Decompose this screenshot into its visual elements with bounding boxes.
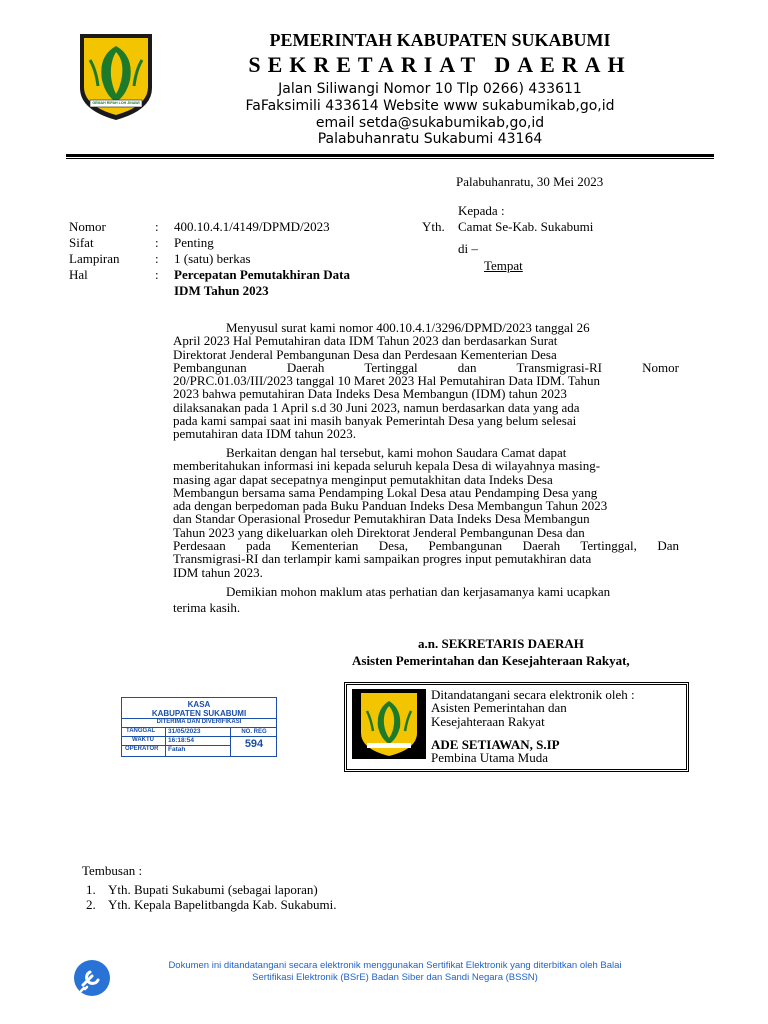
e-signature-logo	[352, 689, 426, 759]
bsre-certificate-icon	[72, 958, 112, 998]
fax-website-line: FaFaksimili 433614 Website www sukabumikab,go,id	[245, 98, 615, 114]
government-name: PEMERINTAH KABUPATEN SUKABUMI	[269, 30, 611, 50]
meta-label: Nomor	[69, 219, 106, 234]
signatory-position: Asisten Pemerintahan dan Kesejahteraan Rakyat,	[352, 653, 630, 668]
stamp-subtitle: KABUPATEN SUKABUMI	[151, 709, 247, 718]
office-name: SEKRETARIAT DAERAH	[248, 52, 632, 77]
meta-sep: :	[155, 267, 159, 282]
stamp-tanggal-label: TANGGAL	[126, 728, 156, 734]
meta-value-lampiran: 1 (satu) berkas	[174, 251, 251, 266]
meta-value-nomor: 400.10.4.1/4149/DPMD/2023	[174, 219, 330, 234]
meta-value-hal: Percepatan Pemutakhiran Data	[174, 267, 350, 282]
stamp-tanggal-value: 31/05/2023	[168, 728, 201, 735]
e-signature-name: ADE SETIAWAN, S.IP	[431, 737, 560, 752]
to-prefix: Yth.	[422, 219, 445, 234]
stamp-status: DITERIMA DAN DIVERIFIKASI	[156, 719, 242, 725]
e-signature-line2: Asisten Pemerintahan dan	[431, 700, 567, 715]
meta-sep: :	[155, 251, 159, 266]
stamp-waktu-label: WAKTU	[132, 737, 154, 743]
meta-label: Hal	[69, 267, 88, 282]
meta-label: Sifat	[69, 235, 94, 250]
stamp-operator-value: Fatah	[168, 746, 186, 753]
meta-value-hal-line2: IDM Tahun 2023	[174, 283, 269, 298]
logo-motto: GEMAH RIPAH LOH JINAWI	[92, 101, 140, 105]
stamp-operator-label: OPERATOR	[125, 746, 159, 752]
email-line: email setda@sukabumikab,go,id	[315, 115, 545, 131]
to-name: Camat Se-Kab. Sukabumi	[458, 219, 594, 234]
body-paragraph-1: Menyusul surat kami nomor 400.10.4.1/3296/DPMD/2023 tanggal 26 April 2023 Hal Pemutahiran data IDM Tahun 2023 dan berdasarkan Surat Direktorat Jenderal Pembangunan Desa dan Perdesaan Kementerian Desa Pembangunan Daerah Tertinggal dan Transmigrasi-RI Nomor 20/PRC.01.03/III/2023 tanggal 10 Maret 2023 Hal Pemutahiran Data IDM. Tahun 2023 bahwa pemutahiran Data Indeks Desa Membangun (IDM) tahun 2023 dilaksanakan pada 1 April s.d 30 Juni 2023, namun berdasarkan data yang ada pada kami sampai saat ini masih banyak Pemerintah Desa yang belum selesai pemutahiran data IDM tahun 2023.	[173, 320, 679, 442]
signatory-an: a.n. SEKRETARIS DAERAH	[418, 636, 584, 651]
header-rule-thick	[66, 154, 714, 157]
place-date: Palabuhanratu, 30 Mei 2023	[456, 174, 604, 189]
city-postal-line: Palabuhanratu Sukabumi 43164	[317, 131, 543, 147]
cc-heading: Tembusan :	[82, 863, 143, 878]
e-signature-rank: Pembina Utama Muda	[431, 750, 548, 765]
cc-item-text: Yth. Kepala Bapelitbangda Kab. Sukabumi.	[108, 897, 337, 912]
to-place: Tempat	[484, 258, 523, 273]
footer-disclaimer: Dokumen ini ditandatangani secara elektronik menggunakan Sertifikat Elektronik yang diterbitkan oleh Balai Sertifikasi Elektronik (BSrE) Badan Siber dan Sandi Negara (BSSN)	[168, 960, 622, 983]
address-line: Jalan Siliwangi Nomor 10 Tlp 0266) 433611	[278, 81, 582, 97]
cc-item-number: 1.	[86, 882, 96, 897]
stamp-title: KASA	[187, 700, 211, 709]
e-signature-line3: Kesejahteraan Rakyat	[431, 714, 545, 729]
regency-logo	[76, 30, 156, 122]
body-paragraph-2: Berkaitan dengan hal tersebut, kami mohon Saudara Camat dapat memberitahukan informasi ini kepada seluruh kepala Desa di wilayahnya masing- masing agar dapat secepatnya menginput pemutakhitan data Indeks Desa Membangun bersama sama Pendamping Lokal Desa atau Pendamping Desa yang ada dengan berpedoman pada Buku Panduan Indeks Desa Membangun Tahun 2023 dan Standar Operasional Prosedur Pemutakhiran Data Indeks Desa Membangun Tahun 2023 yang dikeluarkan oleh Direktorat Jenderal Pembangunan Desa dan Perdesaan pada Kementerian Desa, Pembangunan Daerah Tertinggal, Dan Transmigrasi-RI dan terlampir kami sampaikan progres input pemutakhiran data IDM tahun 2023.	[173, 445, 679, 580]
meta-sep: :	[155, 235, 159, 250]
receipt-stamp	[121, 697, 277, 757]
meta-label: Lampiran	[69, 251, 120, 266]
cc-item-number: 2.	[86, 897, 96, 912]
to-at: di –	[458, 241, 478, 256]
cc-item-text: Yth. Bupati Sukabumi (sebagai laporan)	[108, 882, 318, 897]
body-paragraph-3: Demikian mohon maklum atas perhatian dan kerjasamanya kami ucapkan terima kasih.	[173, 584, 611, 615]
to-heading: Kepada :	[458, 203, 505, 218]
stamp-noreg-value: 594	[244, 738, 264, 750]
header-rule-thin	[66, 158, 714, 159]
stamp-noreg-label: NO. REG	[241, 729, 267, 735]
meta-sep: :	[155, 219, 159, 234]
stamp-waktu-value: 16:18:54	[168, 737, 195, 744]
meta-value-sifat: Penting	[174, 235, 214, 250]
e-signature-line1: Ditandatangani secara elektronik oleh :	[431, 687, 635, 702]
